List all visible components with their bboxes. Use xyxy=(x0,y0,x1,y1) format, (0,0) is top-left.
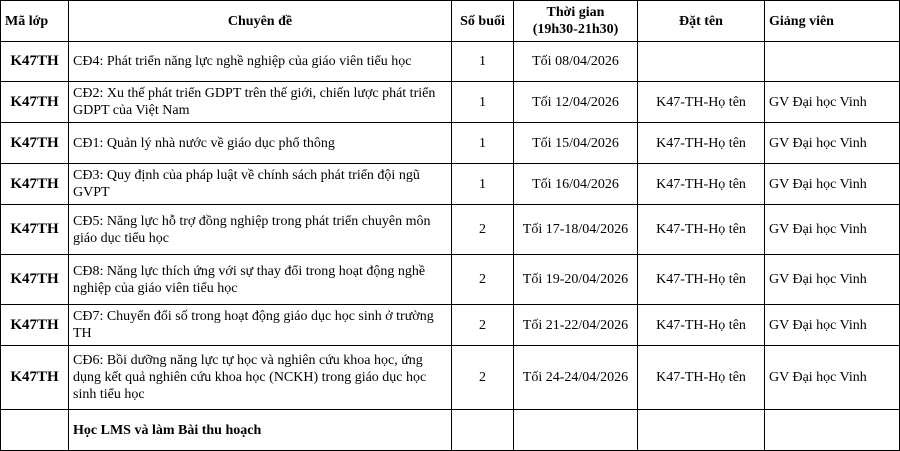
cell-sessions: 1 xyxy=(452,123,514,164)
header-time-line1: Thời gian xyxy=(546,5,605,20)
cell-naming: K47-TH-Họ tên xyxy=(638,123,765,164)
table-row xyxy=(1,255,900,305)
table-row xyxy=(1,164,900,205)
cell-topic: CĐ5: Năng lực hỗ trợ đồng nghiệp trong phát triển chuyên môn giáo dục tiểu học xyxy=(69,205,452,255)
cell-sessions: 2 xyxy=(452,205,514,255)
cell-topic: CĐ2: Xu thế phát triển GDPT trên thế giới, chiến lược phát triển GDPT của Việt Nam xyxy=(69,82,452,123)
cell-time: Tối 15/04/2026 xyxy=(514,123,638,164)
cell-lecturer: GV Đại học Vinh xyxy=(765,164,900,205)
header-time-line2: (19h30-21h30) xyxy=(532,22,619,37)
cell-time: Tối 19-20/04/2026 xyxy=(514,255,638,305)
cell-topic: CĐ1: Quản lý nhà nước về giáo dục phổ thông xyxy=(69,123,452,164)
cell-lecturer: GV Đại học Vinh xyxy=(765,255,900,305)
cell-sessions-empty xyxy=(452,410,514,451)
cell-lecturer xyxy=(765,42,900,82)
header-class-code: Mã lớp xyxy=(1,1,69,42)
cell-class-code-empty xyxy=(1,410,69,451)
cell-class-code: K47TH xyxy=(1,346,69,410)
cell-naming: K47-TH-Họ tên xyxy=(638,255,765,305)
cell-sessions: 2 xyxy=(452,305,514,346)
cell-sessions: 2 xyxy=(452,346,514,410)
table-row xyxy=(1,346,900,410)
header-naming: Đặt tên xyxy=(638,1,765,42)
header-lecturer: Giảng viên xyxy=(765,1,900,42)
cell-naming-empty xyxy=(638,410,765,451)
cell-class-code: K47TH xyxy=(1,164,69,205)
cell-time: Tối 12/04/2026 xyxy=(514,82,638,123)
cell-lecturer: GV Đại học Vinh xyxy=(765,82,900,123)
cell-sessions: 2 xyxy=(452,255,514,305)
cell-class-code: K47TH xyxy=(1,42,69,82)
cell-lms-task: Học LMS và làm Bài thu hoạch xyxy=(69,410,452,451)
header-time xyxy=(514,1,638,42)
cell-topic: CĐ7: Chuyển đổi số trong hoạt động giáo dục học sinh ở trường TH xyxy=(69,305,452,346)
cell-sessions: 1 xyxy=(452,42,514,82)
cell-class-code: K47TH xyxy=(1,205,69,255)
cell-naming: K47-TH-Họ tên xyxy=(638,82,765,123)
table-row xyxy=(1,42,900,82)
cell-naming xyxy=(638,42,765,82)
table-row xyxy=(1,305,900,346)
table-row xyxy=(1,205,900,255)
table-row xyxy=(1,82,900,123)
cell-naming: K47-TH-Họ tên xyxy=(638,164,765,205)
cell-topic: CĐ8: Năng lực thích ứng với sự thay đổi trong hoạt động nghề nghiệp của giáo viên tiểu học xyxy=(69,255,452,305)
cell-topic: CĐ3: Quy định của pháp luật về chính sách phát triển đội ngũ GVPT xyxy=(69,164,452,205)
cell-class-code: K47TH xyxy=(1,305,69,346)
cell-time-empty xyxy=(514,410,638,451)
cell-time: Tối 24-24/04/2026 xyxy=(514,346,638,410)
cell-sessions: 1 xyxy=(452,82,514,123)
cell-naming: K47-TH-Họ tên xyxy=(638,346,765,410)
header-sessions: Số buổi xyxy=(452,1,514,42)
cell-time: Tối 21-22/04/2026 xyxy=(514,305,638,346)
cell-class-code: K47TH xyxy=(1,82,69,123)
header-topic: Chuyên đề xyxy=(69,1,452,42)
cell-lecturer: GV Đại học Vinh xyxy=(765,346,900,410)
cell-lecturer: GV Đại học Vinh xyxy=(765,305,900,346)
cell-class-code: K47TH xyxy=(1,255,69,305)
header-row xyxy=(1,1,900,42)
cell-time: Tối 16/04/2026 xyxy=(514,164,638,205)
cell-lecturer: GV Đại học Vinh xyxy=(765,123,900,164)
cell-time: Tối 17-18/04/2026 xyxy=(514,205,638,255)
footer-row xyxy=(1,410,900,451)
cell-time: Tối 08/04/2026 xyxy=(514,42,638,82)
table-row xyxy=(1,123,900,164)
cell-sessions: 1 xyxy=(452,164,514,205)
cell-naming: K47-TH-Họ tên xyxy=(638,305,765,346)
cell-topic: CĐ4: Phát triển năng lực nghề nghiệp của giáo viên tiểu học xyxy=(69,42,452,82)
cell-naming: K47-TH-Họ tên xyxy=(638,205,765,255)
cell-lecturer: GV Đại học Vinh xyxy=(765,205,900,255)
cell-class-code: K47TH xyxy=(1,123,69,164)
cell-lecturer-empty xyxy=(765,410,900,451)
cell-topic: CĐ6: Bồi dưỡng năng lực tự học và nghiên cứu khoa học, ứng dụng kết quả nghiên cứu khoa học (NCKH) trong giáo dục học sinh tiểu học xyxy=(69,346,452,410)
